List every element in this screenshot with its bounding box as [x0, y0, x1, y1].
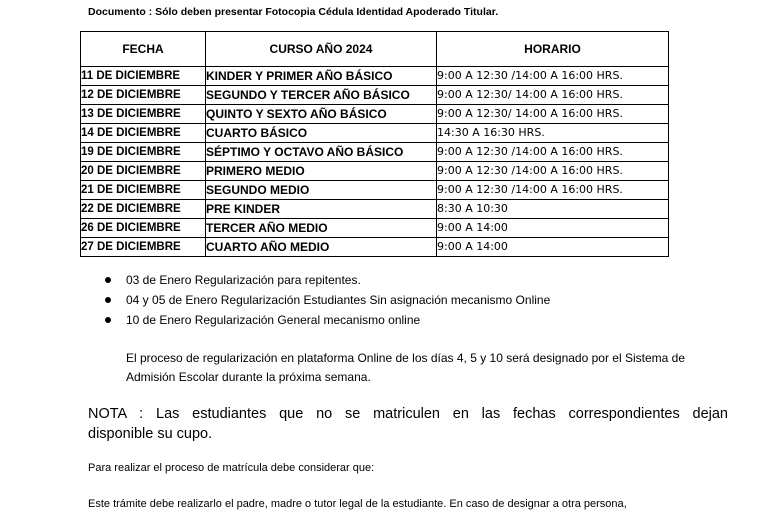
row-hours: 9:00 A 14:00: [437, 219, 669, 238]
list-item-text: 04 y 05 de Enero Regularización Estudiantes Sin asignación mecanismo Online: [126, 293, 551, 307]
table-row: [81, 181, 669, 200]
table-row: [81, 124, 669, 143]
row-course: SÉPTIMO Y OCTAVO AÑO BÁSICO: [206, 143, 437, 162]
table-row: [81, 143, 669, 162]
row-hours: 14:30 A 16:30 HRS.: [437, 124, 669, 143]
row-hours: 8:30 A 10:30: [437, 200, 669, 219]
bullet-icon: [105, 277, 111, 283]
list-item-text: 10 de Enero Regularización General mecanismo online: [126, 313, 421, 327]
document-requirement: Documento : Sólo deben presentar Fotocopia Cédula Identidad Apoderado Titular.: [88, 6, 499, 18]
row-hours: 9:00 A 12:30 /14:00 A 16:00 HRS.: [437, 143, 669, 162]
nota-line-2: disponible su cupo.: [88, 426, 213, 442]
row-course: CUARTO BÁSICO: [206, 124, 437, 143]
row-course: SEGUNDO MEDIO: [206, 181, 437, 200]
nota-line-1: NOTA : Las estudiantes que no se matriculen en las fechas correspondientes dejan: [88, 406, 728, 422]
list-item: [101, 270, 550, 290]
row-hours: 9:00 A 12:30 /14:00 A 16:00 HRS.: [437, 67, 669, 86]
table-row: [81, 86, 669, 105]
list-item: [101, 310, 550, 330]
row-date: 14 DE DICIEMBRE: [81, 124, 206, 143]
row-course: PRIMERO MEDIO: [206, 162, 437, 181]
table-header-row: [81, 32, 669, 67]
row-hours: 9:00 A 12:30 /14:00 A 16:00 HRS.: [437, 181, 669, 200]
list-item-text: 03 de Enero Regularización para repitentes.: [126, 273, 361, 287]
online-process-paragraph: El proceso de regularización en plataforma Online de los días 4, 5 y 10 será designado por el Sistema de Admisión Escolar durante la próxima semana.: [126, 351, 685, 384]
row-hours: 9:00 A 14:00: [437, 238, 669, 257]
tramite-paragraph: Este trámite debe realizarlo el padre, madre o tutor legal de la estudiante. En caso de designar a otra persona,: [88, 498, 627, 510]
header-horario: HORARIO: [437, 32, 669, 67]
matricula-intro: Para realizar el proceso de matrícula debe considerar que:: [88, 462, 375, 474]
row-date: 21 DE DICIEMBRE: [81, 181, 206, 200]
header-curso: CURSO AÑO 2024: [206, 32, 437, 67]
row-date: 12 DE DICIEMBRE: [81, 86, 206, 105]
row-date: 20 DE DICIEMBRE: [81, 162, 206, 181]
row-hours: 9:00 A 12:30 /14:00 A 16:00 HRS.: [437, 162, 669, 181]
table-row: [81, 200, 669, 219]
table-row: [81, 238, 669, 257]
list-item: [101, 290, 550, 310]
row-date: 27 DE DICIEMBRE: [81, 238, 206, 257]
schedule-table: [80, 31, 669, 257]
row-course: KINDER Y PRIMER AÑO BÁSICO: [206, 67, 437, 86]
regularization-list: [101, 270, 550, 330]
row-course: PRE KINDER: [206, 200, 437, 219]
row-course: SEGUNDO Y TERCER AÑO BÁSICO: [206, 86, 437, 105]
table-row: [81, 105, 669, 124]
row-hours: 9:00 A 12:30/ 14:00 A 16:00 HRS.: [437, 86, 669, 105]
table-row: [81, 67, 669, 86]
header-fecha: FECHA: [81, 32, 206, 67]
row-hours: 9:00 A 12:30/ 14:00 A 16:00 HRS.: [437, 105, 669, 124]
row-course: QUINTO Y SEXTO AÑO BÁSICO: [206, 105, 437, 124]
nota-paragraph: [88, 404, 728, 444]
table-row: [81, 219, 669, 238]
bullet-icon: [105, 297, 111, 303]
row-date: 26 DE DICIEMBRE: [81, 219, 206, 238]
bullet-icon: [105, 317, 111, 323]
row-course: TERCER AÑO MEDIO: [206, 219, 437, 238]
row-date: 11 DE DICIEMBRE: [81, 67, 206, 86]
row-date: 19 DE DICIEMBRE: [81, 143, 206, 162]
row-date: 22 DE DICIEMBRE: [81, 200, 206, 219]
row-date: 13 DE DICIEMBRE: [81, 105, 206, 124]
row-course: CUARTO AÑO MEDIO: [206, 238, 437, 257]
table-row: [81, 162, 669, 181]
